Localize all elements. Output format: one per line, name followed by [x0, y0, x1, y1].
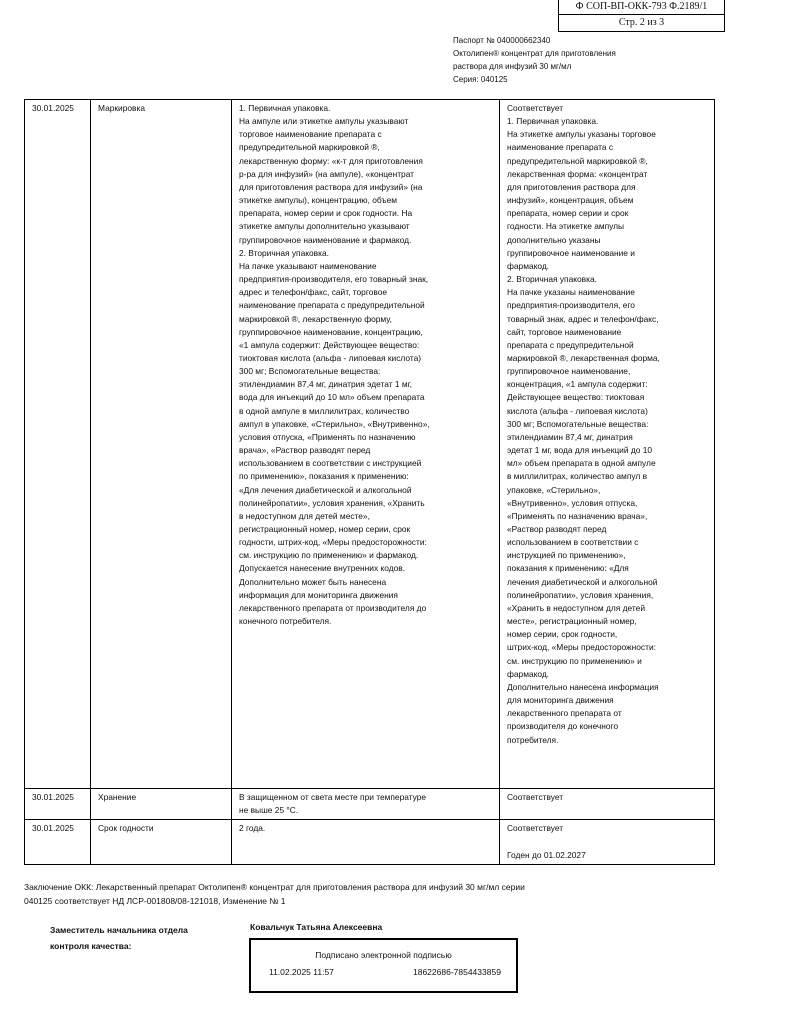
text-line: «Применять по назначению врача», — [507, 510, 648, 521]
text-line: информация для мониторинга движения — [239, 589, 398, 600]
product-name-line1: Октолипен® концентрат для приготовления — [453, 49, 616, 58]
form-code-box — [558, 0, 725, 32]
test-date: 30.01.2025 — [25, 789, 91, 820]
text-line: тиоктовая кислота (альфа - липоевая кислота) — [239, 352, 422, 363]
text-line: инфузий», концентрация, объем — [507, 195, 634, 206]
text-line: наименование препарата с — [507, 142, 614, 153]
text-line: фармакод. — [507, 668, 550, 679]
conclusion — [24, 880, 724, 908]
text-line: в недоступном для детей месте», — [239, 510, 370, 521]
text-line: 300 мг; Вспомогательные вещества: — [239, 366, 381, 377]
text-line: этикетке ампулы), концентрацию, объем — [239, 195, 398, 206]
requirement-text — [232, 100, 500, 789]
passport-number: Паспорт № 040000662340 — [453, 36, 551, 45]
text-line: мл» объем препарата в одной ампуле — [507, 458, 656, 469]
text-line: предприятия-производителя, его товарный знак, — [239, 274, 429, 285]
text-line: маркировкой ®, лекарственная форма, — [507, 352, 660, 363]
text-line: препарата, номер серии и срок годности. На — [239, 208, 413, 219]
text-line: этилендиамин 87,4 мг, динатрия эдетат 1 мг, — [239, 379, 412, 390]
text-line: кислота (альфа - липоевая кислота) — [507, 405, 648, 416]
text-line: инструкцией по применению», — [507, 550, 626, 561]
text-line: лекарственного препарата от производителя до — [239, 602, 427, 613]
signer-title-line: контроля качества: — [50, 941, 132, 951]
text-line: «1 ампула содержит: Действующее вещество: — [239, 339, 420, 350]
esig-title: Подписано электронной подписью — [315, 950, 452, 960]
text-line: маркировкой ®, лекарственную форму, — [239, 313, 392, 324]
esig-datetime: 11.02.2025 11:57 — [269, 967, 334, 977]
text-line: На пачке указывают наименование — [239, 260, 377, 271]
text-line: Дополнительно может быть нанесена — [239, 576, 387, 587]
electronic-signature-stamp — [249, 938, 518, 993]
text-line: 2. Вторичная упаковка. — [507, 274, 597, 285]
requirement-text — [232, 789, 500, 820]
text-line: группировочное наименование и фармакод. — [239, 234, 412, 245]
series-number: Серия: 040125 — [453, 75, 508, 84]
test-name: Маркировка — [91, 100, 232, 789]
table-row — [25, 789, 715, 820]
table-row — [25, 100, 715, 789]
text-line: препарата, номер серии и срок — [507, 208, 629, 219]
text-line: «Для лечения диабетической и алкогольной — [239, 484, 412, 495]
text-line: годности. На этикетке ампулы — [507, 221, 625, 232]
text-line: На ампуле или этикетке ампулы указывают — [239, 116, 409, 127]
text-line — [507, 835, 710, 848]
text-line: ампул в упаковке, «Стерильно», «Внутривенно», — [239, 418, 430, 429]
text-line: для приготовления раствора для инфузий» (на — [239, 181, 423, 192]
esig-number: 18622686-7854433859 — [413, 967, 501, 977]
test-results-table — [24, 99, 715, 865]
text-line: 300 мг; Вспомогательные вещества: — [507, 418, 649, 429]
signer-title — [50, 922, 188, 954]
text-line: лекарственная форма: «концентрат — [507, 168, 648, 179]
text-line: адрес и телефон/факс, сайт, торговое — [239, 287, 388, 298]
form-code-divider — [559, 14, 724, 15]
text-line: На этикетке ампулы указаны торговое — [507, 129, 656, 140]
text-line: р-ра для инфузий» (на ампуле), «концентрат — [239, 168, 415, 179]
text-line: предупредительной маркировкой ®, — [239, 142, 380, 153]
text-line: использованием в соответствии с — [507, 537, 639, 548]
result-text — [500, 820, 715, 864]
text-line: Дополнительно нанесена информация — [507, 681, 659, 692]
text-line: 1. Первичная упаковка. — [507, 116, 599, 127]
text-line: дополнительно указаны — [507, 234, 601, 245]
test-name: Хранение — [91, 789, 232, 820]
text-line: Годен до 01.02.2027 — [507, 849, 586, 860]
text-line: группировочное наименование, — [507, 366, 631, 377]
text-line: группировочное наименование и — [507, 247, 635, 258]
text-line: Действующее вещество: тиоктовая — [507, 392, 645, 403]
conclusion-line: Заключение ОКК: Лекарственный препарат Октолипен® концентрат для приготовления раствора для инфузий 30 мг/мл серии — [24, 882, 525, 892]
text-line: лекарственную форму: «к-т для приготовления — [239, 155, 423, 166]
text-line: торговое наименование препарата с — [239, 129, 382, 140]
page-number: Стр. 2 из 3 — [618, 17, 665, 28]
text-line: номер серии, срок годности, — [507, 629, 618, 640]
result-text — [500, 789, 715, 820]
requirement-text — [232, 820, 500, 864]
text-line: см. инструкцию по применению» и фармакод. — [239, 550, 419, 561]
text-line: товарный знак, адрес и телефон/факс, — [507, 313, 659, 324]
signer-title-line: Заместитель начальника отдела — [50, 925, 188, 935]
text-line: для мониторинга движения — [507, 695, 614, 706]
text-line: препарата с предупредительной — [507, 339, 634, 350]
text-line: фармакод. — [507, 260, 550, 271]
conclusion-line: 040125 соответствует НД ЛСР-001808/08-121018, Изменение № 1 — [24, 896, 286, 906]
test-name: Срок годности — [91, 820, 232, 864]
text-line: использованием в соответствии с инструкцией — [239, 458, 422, 469]
text-line: Допускается нанесение внутренних кодов. — [239, 563, 406, 574]
text-line: потребителя. — [507, 734, 559, 745]
text-line: полинейропатии», условия хранения, «Хранить — [239, 497, 425, 508]
text-line: показания к применению: «Для — [507, 563, 629, 574]
text-line: «Хранить в недоступном для детей — [507, 602, 645, 613]
signer-name: Ковальчук Татьяна Алексеевна — [250, 922, 383, 932]
result-text — [500, 100, 715, 789]
product-name-line2: раствора для инфузий 30 мг/мл — [453, 62, 572, 71]
text-line: 1. Первичная упаковка. — [239, 103, 331, 113]
text-line: наименование препарата с предупредительной — [239, 300, 425, 311]
text-line: врача», «Раствор разводят перед — [239, 445, 371, 456]
text-line: см. инструкцию по применению» и — [507, 655, 642, 666]
text-line: годности, штрих-код, «Меры предосторожности: — [239, 537, 427, 548]
text-line: производителя до конечного — [507, 721, 619, 732]
text-line: Соответствует — [507, 823, 564, 834]
text-line: предприятия-производителя, его — [507, 300, 635, 311]
text-line: в одной ампуле в миллилитрах, количество — [239, 405, 410, 416]
text-line: 2 года. — [239, 823, 266, 834]
text-line: вода для инъекций до 10 мл» объем препарата — [239, 392, 425, 403]
text-line: этилендиамин 87,4 мг, динатрия — [507, 431, 633, 442]
passport-header — [453, 34, 616, 86]
text-line: для приготовления раствора для — [507, 181, 636, 192]
text-line: регистрационный номер, номер серии, срок — [239, 524, 411, 534]
test-date: 30.01.2025 — [25, 100, 91, 789]
text-line: не выше 25 °С. — [239, 805, 299, 816]
text-line: по применению», показания к применению: — [239, 471, 409, 482]
text-line: Соответствует — [507, 103, 564, 113]
text-line: месте», регистрационный номер, — [507, 616, 637, 627]
text-line: В защищенном от света месте при температуре — [239, 792, 427, 802]
text-line: лечения диабетической и алкогольной — [507, 576, 658, 587]
test-date: 30.01.2025 — [25, 820, 91, 864]
text-line: в миллилитрах, количество ампул в — [507, 471, 648, 482]
text-line: конечного потребителя. — [239, 616, 332, 627]
text-line: группировочное наименование, концентрацию, — [239, 326, 423, 337]
text-line: предупредительной маркировкой ®, — [507, 155, 648, 166]
text-line: сайт, торговое наименование — [507, 326, 622, 337]
text-line: 2. Вторичная упаковка. — [239, 247, 329, 258]
text-line: На пачке указаны наименование — [507, 287, 635, 298]
text-line: лекарственного препарата от — [507, 708, 622, 719]
text-line: эдетат 1 мг, вода для инъекций до 10 — [507, 445, 653, 456]
text-line: «Раствор разводят перед — [507, 524, 607, 534]
text-line: условия отпуска, «Применять по назначению — [239, 431, 416, 442]
text-line: «Внутривенно», условия отпуска, — [507, 497, 638, 508]
text-line: этикетке ампулы дополнительно указывают — [239, 221, 410, 232]
table-row — [25, 820, 715, 864]
text-line: концентрация, «1 ампула содержит: — [507, 379, 648, 390]
text-line: штрих-код, «Меры предосторожности: — [507, 642, 656, 653]
text-line: упаковке, «Стерильно», — [507, 484, 601, 495]
text-line: полинейропатии», условия хранения, — [507, 589, 654, 600]
text-line: Соответствует — [507, 792, 564, 802]
form-code: Ф СОП-ВП-ОКК-793 Ф.2189/1 — [575, 1, 708, 12]
